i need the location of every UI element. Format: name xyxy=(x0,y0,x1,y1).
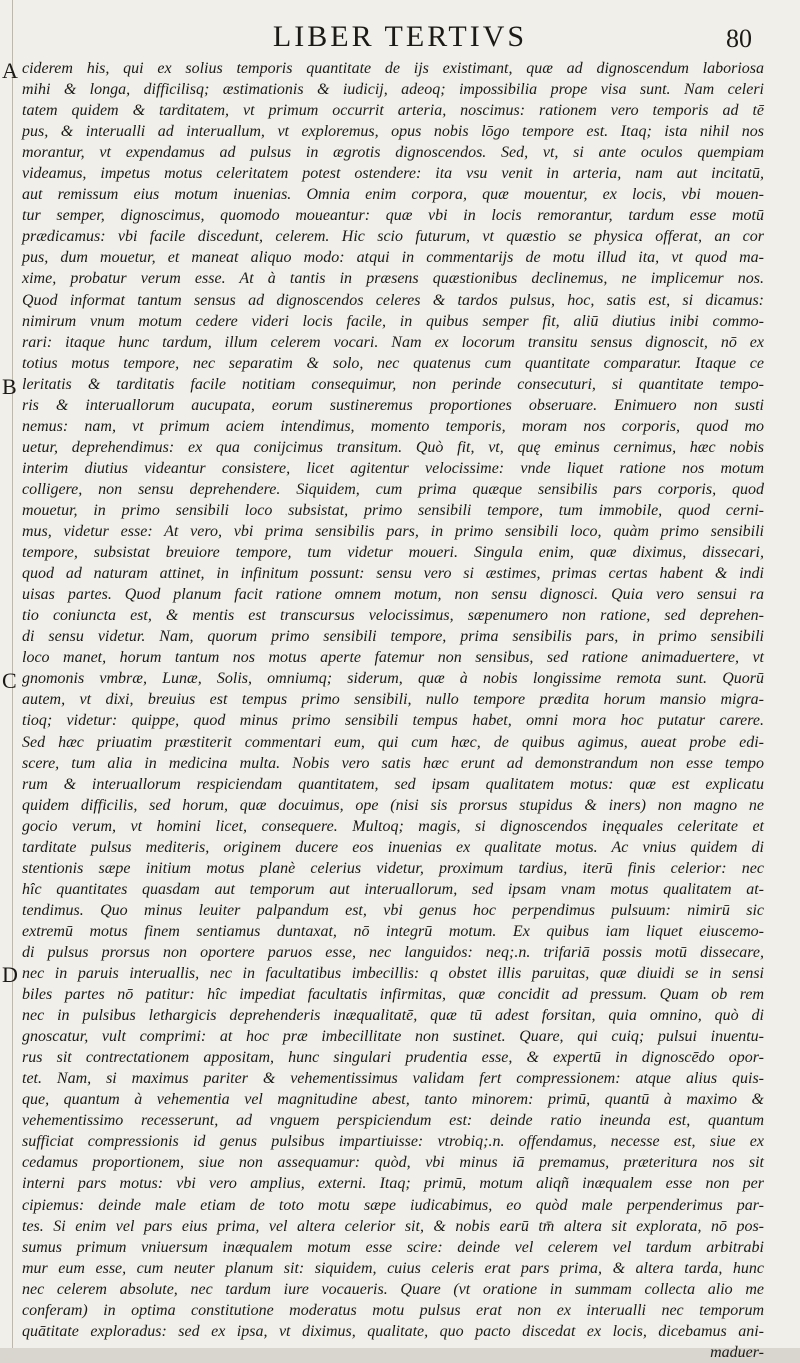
text-line: tet. Nam, si maximus pariter & vehementissimus validam fert compressionem: atque alius quis- xyxy=(22,1070,764,1088)
text-line: rari: itaque hunc tardum, illum celerem vocari. Nam ex locorum transitu sensus dignoscit, nō ex xyxy=(22,333,764,351)
text-line: cipiemus: deinde male etiam de toto motu sæpe iudicabimus, eo quòd male perpenderimus par- xyxy=(22,1196,764,1214)
text-line: vehementissimo recesserunt, ad vnguem perspiciendum est: deinde ratio ineunda est, quantum xyxy=(22,1112,764,1130)
text-line: stentionis sæpe initium motus planè celerius videtur, proximum tardius, iterū finis celerior: nec xyxy=(22,859,764,877)
text-line: nec celerem absolute, nec tardum iure vocaueris. Quare (vt oratione in summam collecta alio me xyxy=(22,1280,764,1298)
text-line: quātitate exploradus: sed ex ipsa, vt diximus, qualitate, quo pacto discedat ex locis, dicebamus ani- xyxy=(22,1322,764,1340)
text-line: videamus, impetus motus celeritatem potest ostendere: ita vsu venit in arteria, nam aut incitatū, xyxy=(22,165,764,183)
text-line: autem, vt dixi, breuius est tempus primo sensibili, nullo tempore prædita horum mansio migra- xyxy=(22,691,764,709)
text-line: morantur, vt expendamus ad pulsus in ægrotis dignoscendos. Sed, vt, si ante oculos quempiam xyxy=(22,144,764,162)
margin-marker-a: A xyxy=(2,58,18,83)
text-line: di pulsus prorsus non oportere paruos esse, nec languidos: neq;.n. trifariā possis motū dissecare, xyxy=(22,943,764,961)
text-line: colligere, non sensu deprehendere. Siquidem, cum prima quæque sensibilis pars corporis, quod xyxy=(22,480,764,498)
text-line: sufficiat compressionis id genus pulsibus impartiuisse: vtrobiq;.n. offendamus, necesse est, siue ex xyxy=(22,1133,764,1151)
body-text xyxy=(22,58,764,1363)
text-line: mur eum esse, cum neuter planum sit: siquidem, cuius celeris erat pars prima, & altera tarda, hunc xyxy=(22,1259,764,1277)
text-line: aut remissum eius motum inuenias. Omnia enim corpora, quæ mouentur, ex locis, vbi mouen- xyxy=(22,186,764,204)
text-line: leritatis & tarditatis facile notitiam consequimur, non perinde consecuturi, si quantitate tempo- xyxy=(22,375,764,393)
page-number: 80 xyxy=(726,24,752,53)
text-line: tio coniuncta est, & mentis est transcursus velocissimus, sæpenumero non ratione, sed deprehen- xyxy=(22,607,764,625)
text-line: gnoscatur, vult comprimi: at hoc præ imbecillitate non sustinet. Quare, qui cuiq; pulsui inuentu- xyxy=(22,1028,764,1046)
text-line: tioq; videtur: quippe, quod minus primo sensibili tempus habet, omni mora hoc putatur carere. xyxy=(22,712,764,730)
margin-marker-d: D xyxy=(2,962,18,987)
text-line: hîc quantitates quasdam aut temporum aut interuallorum, sed ipsam vnam motus qualitatem at- xyxy=(22,880,764,898)
text-line: mihi & longa, difficilisq; æstimationis & iudicij, adeoq; impossibilia prope visa sunt. Nam celeri xyxy=(22,81,764,99)
text-line: Quod informat tantum sensus ad dignoscendos celeres & tardos pulsus, hoc, satis est, si dicamus: xyxy=(22,291,764,309)
text-line: uetur, deprehendimus: ex qua conijcimus transitum. Quò fit, vt, quę eminus cernimus, hæc nobis xyxy=(22,438,764,456)
text-line: conferam) in optima constitutione moderatus motu pulsus erat non ex interualli nec temporum xyxy=(22,1301,764,1319)
text-line: tarditate pulsus mediteris, originem ducere eos inuenias ex qualitate motus. Ac vnius quidem di xyxy=(22,838,764,856)
text-line: di sensu videtur. Nam, quorum primo sensibili tempore, prima sensibilis pars, in primo sensibili xyxy=(22,628,764,646)
text-line: totius motus tempore, nec separatim & solo, nec quatenus cum quantitate comparatur. Itaque ce xyxy=(22,354,764,372)
text-line: ciderem his, qui ex solius temporis quantitate de ijs existimant, quæ ad dignoscendum laboriosa xyxy=(22,60,764,77)
text-line: quidem difficilis, sed horum, quæ docuimus, ope (nisi sis prorsus stupidus & iners) non magno ne xyxy=(22,796,764,814)
text-line: nimirum vnum motum cedere videri locis facile, in quibus semper fit, aliū diutius inibi commo- xyxy=(22,312,764,330)
text-line: gocio verum, vt homini licet, consequere. Multoq; magis, si dignoscendos inęquales celeritate et xyxy=(22,817,764,835)
text-line: interni pars motus: vbi vero amplius, externi. Itaq; primū, motum aliqñ inæqualem esse non per xyxy=(22,1175,764,1193)
margin-marker-b: B xyxy=(2,374,17,399)
text-line: sumus primum vniuersum inæqualem motum esse scire: deinde vel celerem vel tardum arbitrabi xyxy=(22,1238,764,1256)
text-line: mus, videtur esse: At vero, vbi prima sensibilis pars, in primo sensibili loco, quàm primo sensibili xyxy=(22,523,764,541)
text-line: tempore, subsistat breuiore tempore, tum videtur moueri. Singula enim, quæ diximus, dissecari, xyxy=(22,544,764,562)
text-line: interim diutius videantur consistere, licet agitentur velocissime: vnde liquet ratione nos motum xyxy=(22,459,764,477)
text-line: pus, & interualli ad interuallum, vt exploremus, opus nobis lōgo tempore est. Itaq; ista nihil nos xyxy=(22,123,764,141)
text-line: tatem quidem & tarditatem, vt primum occurrit arteria, noscimus: rationem vero temporis ad tē xyxy=(22,102,764,120)
text-line: tendimus. Quo minus leuiter palpandum est, vbi genus hoc perpendimus pulsuum: nimirū sic xyxy=(22,901,764,919)
text-line: prædicamus: vbi facile discedunt, celerem. Hic scio futurum, vt quæstio se physica offerat, an cor xyxy=(22,228,764,246)
text-line: rum & interuallorum respiciendam quantitatem, sed ipsam qualitatem motus: quæ est explicatu xyxy=(22,775,764,793)
running-title: LIBER TERTIVS xyxy=(272,20,528,53)
text-line: xime, probatur verum esse. At à tantis in præsens quæstionibus declinemus, ne implicemur nos. xyxy=(22,270,764,288)
page-header xyxy=(0,16,800,56)
text-line: cedamus proportionem, siue non assequamur: quòd, vbi minus iā premamus, præteritura nos sit xyxy=(22,1154,764,1172)
text-line: tur semper, dignoscimus, quomodo moueantur: quæ vbi in locis remorantur, tardum esse motū xyxy=(22,207,764,225)
text-line: que, quantum à vehementia vel magnitudine abest, tanto minorem: primū, quantū à maximo & xyxy=(22,1091,764,1109)
text-line: scere, tum alia in medicina multa. Nobis vero satis hæc erunt ad demonstrandum non esse tempo xyxy=(22,754,764,772)
text-line: mouetur, in primo sensibili loco subsistat, primo sensibili tempore, tum immobile, quod cerni- xyxy=(22,501,764,519)
text-line: extremū motus finem sentiamus duntaxat, nō integrū motum. Ex quibus iam liquet eiuscemo- xyxy=(22,922,764,940)
text-line: pus, dum mouetur, et maneat aliquo modo: atqui in commentarijs de motu illud ita, vt quod ma- xyxy=(22,249,764,267)
text-line: quod ad naturam attinet, in infinitum possunt: sensu vero si æstimes, primas certas habent & indi xyxy=(22,565,764,583)
margin-marker-c: C xyxy=(2,668,17,693)
text-line: rus sit contrectationem appositam, hunc singulari prudentia esse, & expertū in dignoscēdo opor- xyxy=(22,1049,764,1067)
text-line: uisas partes. Quod planum facit ratione omnem motum, non sensu dignosci. Quia vero sensui ra xyxy=(22,586,764,604)
text-line: tes. Si enim vel pars eius prima, vel altera celerior sit, & nobis earū tm̄ altera sit explorata, nō pos- xyxy=(22,1217,764,1235)
text-line: nec in pulsibus lethargicis deprehenderis inæqualitatē, quæ tū adest forsitan, quia omnino, quò di xyxy=(22,1007,764,1025)
text-line: nemus: nam, vt primum aciem intendimus, momento temporis, moram nos corporis, quod mo xyxy=(22,417,764,435)
text-line: gnomonis vmbræ, Lunæ, Solis, omniumq; siderum, quæ à nobis longissime remota sunt. Quorū xyxy=(22,670,764,688)
text-line: ris & interuallorum aucupata, eorum sustineremus proportiones obseruare. Enimuero non susti xyxy=(22,396,764,414)
catchword: maduer- xyxy=(710,1343,764,1361)
text-line: biles partes nō patitur: hîc impediat facultatis infirmitas, quæ concidit ad pressum. Quam ob rem xyxy=(22,986,764,1004)
text-line: loco manet, horum tantum nos motus aperte fatemur non sensibus, sed ratione animaduertere, vt xyxy=(22,649,764,667)
text-line: Sed hæc priuatim præstiterit commentari eum, qui cum hæc, de quibus agimus, aueat probe edi- xyxy=(22,733,764,751)
text-line: nec in paruis interuallis, nec in facultatibus imbecillis: q obstet illis paruitas, quæ diuidi se in sensi xyxy=(22,965,764,983)
